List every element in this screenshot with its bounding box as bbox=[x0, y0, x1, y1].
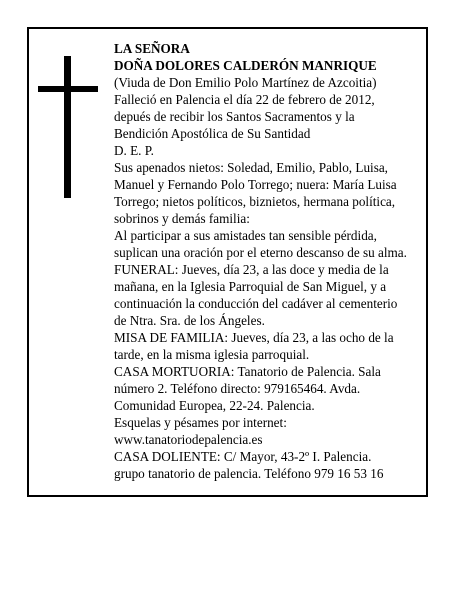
deceased-name: DOÑA DOLORES CALDERÓN MANRIQUE bbox=[114, 58, 377, 73]
cross-vertical-bar bbox=[64, 56, 71, 198]
mortuary-line-3: Comunidad Europea, 22-24. Palencia. bbox=[114, 398, 315, 413]
mass-line-2: tarde, en la misma iglesia parroquial. bbox=[114, 347, 310, 362]
death-line-1: Falleció en Palencia el día 22 de febrero de 2012, bbox=[114, 92, 375, 107]
cross-horizontal-bar bbox=[38, 86, 98, 92]
rip-line: D. E. P. bbox=[114, 143, 154, 158]
death-line-2: depués de recibir los Santos Sacramentos y la bbox=[114, 109, 355, 124]
funeral-line-2: mañana, en la Iglesia Parroquial de San Miguel, y a bbox=[114, 279, 387, 294]
mass-line-1: MISA DE FAMILIA: Jueves, día 23, a las ocho de la bbox=[114, 330, 394, 345]
request-line-1: Al participar a sus amistades tan sensible pérdida, bbox=[114, 228, 377, 243]
mortuary-line-1: CASA MORTUORIA: Tanatorio de Palencia. Sala bbox=[114, 364, 381, 379]
home-line-1: CASA DOLIENTE: C/ Mayor, 43-2º I. Palencia. bbox=[114, 449, 372, 464]
funeral-line-3: continuación la conducción del cadáver al cementerio bbox=[114, 296, 398, 311]
website-link[interactable]: www.tanatoriodepalencia.es bbox=[114, 432, 263, 447]
funeral-line-1: FUNERAL: Jueves, día 23, a las doce y media de la bbox=[114, 262, 389, 277]
request-line-2: suplican una oración por el eterno descanso de su alma. bbox=[114, 245, 407, 260]
mortuary-line-2: número 2. Teléfono directo: 979165464. Avda. bbox=[114, 381, 361, 396]
family-line-1: Sus apenados nietos: Soledad, Emilio, Pablo, Luisa, bbox=[114, 160, 388, 175]
internet-line: Esquelas y pésames por internet: bbox=[114, 415, 287, 430]
cross-icon bbox=[38, 56, 98, 198]
title-line: LA SEÑORA bbox=[114, 41, 190, 56]
obituary-text bbox=[114, 40, 406, 482]
family-line-2: Manuel y Fernando Polo Torrego; nuera: María Luisa bbox=[114, 177, 397, 192]
home-line-2: grupo tanatorio de palencia. Teléfono 979 16 53 16 bbox=[114, 466, 384, 481]
family-line-3: Torrego; nietos políticos, biznietos, hermana política, bbox=[114, 194, 396, 209]
death-line-3: Bendición Apostólica de Su Santidad bbox=[114, 126, 311, 141]
family-line-4: sobrinos y demás familia: bbox=[114, 211, 250, 226]
widow-line: (Viuda de Don Emilio Polo Martínez de Azcoitia) bbox=[114, 75, 377, 90]
funeral-line-4: de Ntra. Sra. de los Ángeles. bbox=[114, 313, 265, 328]
